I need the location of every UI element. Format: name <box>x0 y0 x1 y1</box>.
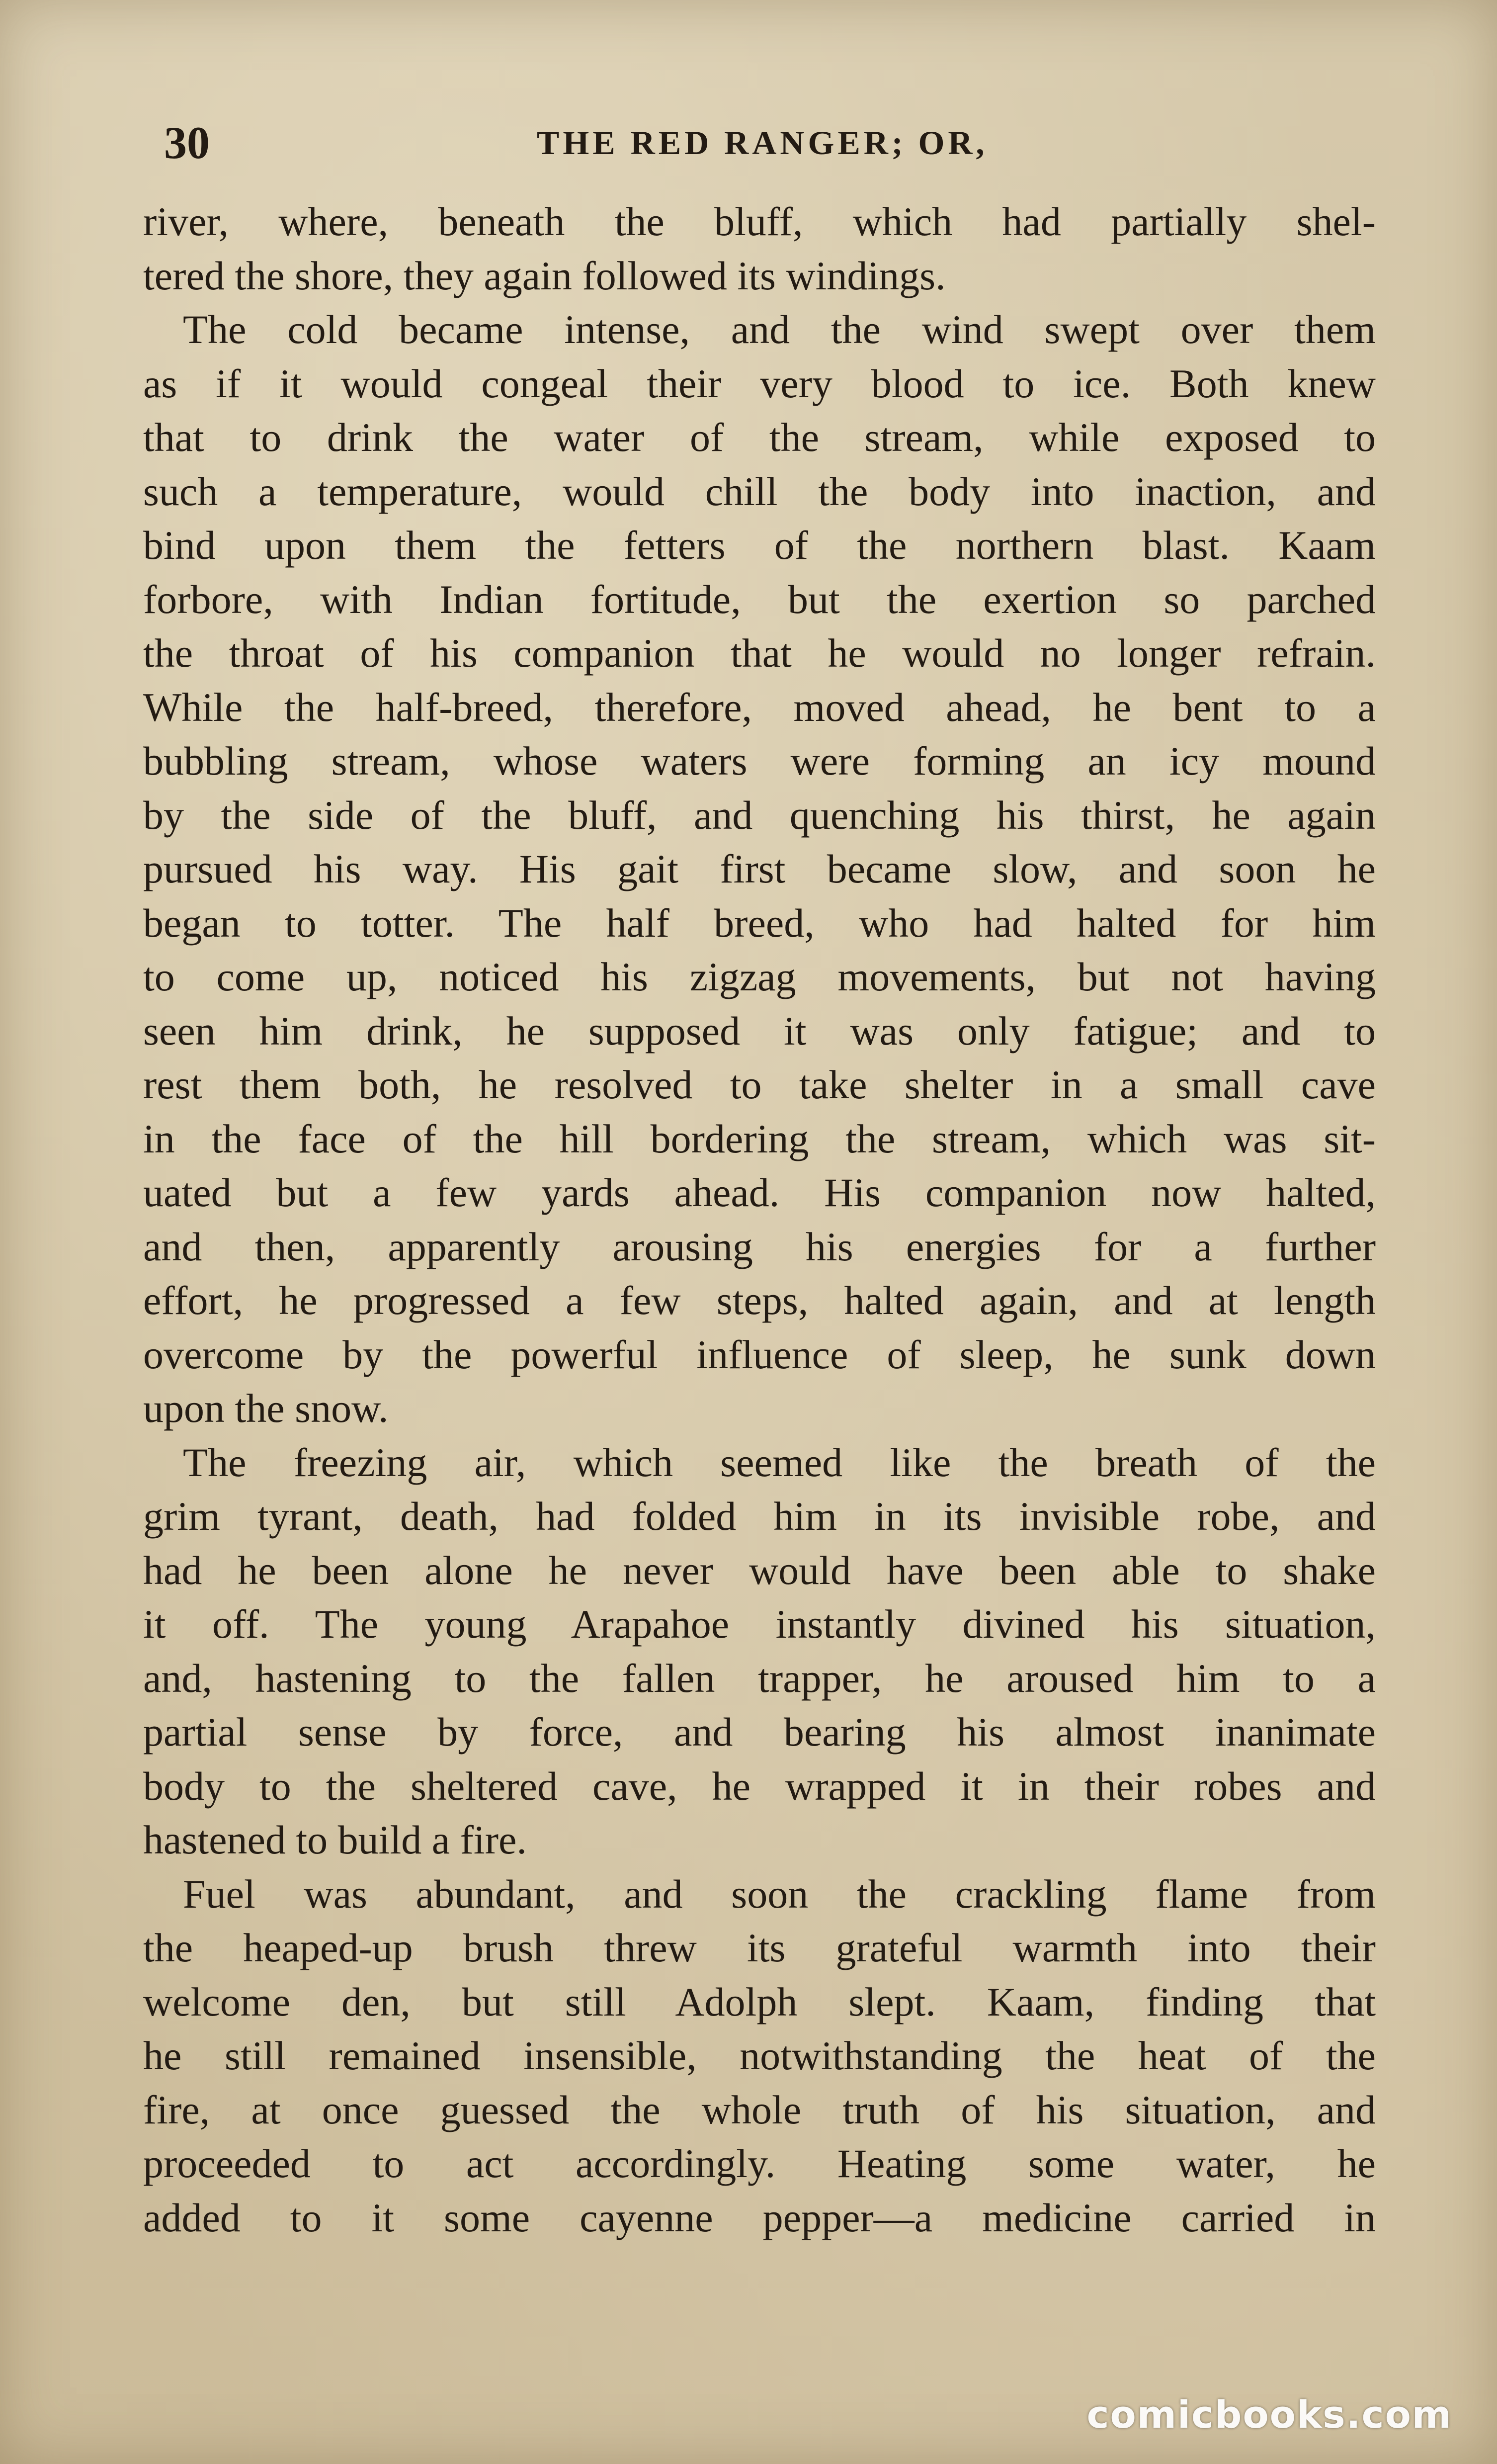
text-line: Fuel was abundant, and soon the crackling flame from <box>183 1871 1376 1917</box>
text-line: rest them both, he resolved to take shelter in a small cave <box>143 1062 1376 1107</box>
text-line: such a temperature, would chill the body into inaction, and <box>143 468 1376 514</box>
text-line: proceeded to act accordingly. Heating some water, he <box>143 2141 1376 2186</box>
body-text <box>143 195 1376 2245</box>
text-line: and, hastening to the fallen trapper, he aroused him to a <box>143 1655 1376 1701</box>
text-line: hastened to build a fire. <box>143 1817 527 1862</box>
page-number: 30 <box>164 117 210 168</box>
text-line: began to totter. The half breed, who had halted for him <box>143 900 1376 946</box>
text-line: that to drink the water of the stream, while exposed to <box>143 415 1376 460</box>
text-line: forbore, with Indian fortitude, but the exertion so parched <box>143 576 1376 622</box>
text-line: as if it would congeal their very blood to ice. Both knew <box>143 360 1376 406</box>
text-line: in the face of the hill bordering the stream, which was sit- <box>143 1116 1376 1161</box>
text-line: bubbling stream, whose waters were forming an icy mound <box>143 738 1376 784</box>
text-line: body to the sheltered cave, he wrapped it in their robes and <box>143 1763 1376 1809</box>
text-line: and then, apparently arousing his energies for a further <box>143 1224 1376 1269</box>
text-line: river, where, beneath the bluff, which had partially shel- <box>143 199 1376 244</box>
text-line: fire, at once guessed the whole truth of his situation, and <box>143 2087 1376 2132</box>
text-line: had he been alone he never would have been able to shake <box>143 1547 1376 1593</box>
text-line: the heaped-up brush threw its grateful warmth into their <box>143 1925 1376 1970</box>
text-line: welcome den, but still Adolph slept. Kaam, finding that <box>143 1979 1376 2024</box>
text-line: grim tyrant, death, had folded him in its invisible robe, and <box>143 1494 1376 1539</box>
text-line: partial sense by force, and bearing his almost inanimate <box>143 1709 1376 1755</box>
running-head: THE RED RANGER; OR, <box>537 124 988 162</box>
page-header <box>164 110 1367 175</box>
text-line: to come up, noticed his zigzag movements, but not having <box>143 954 1376 999</box>
text-line: by the side of the bluff, and quenching his thirst, he again <box>143 792 1376 838</box>
watermark: comicbooks.com <box>1086 2392 1452 2437</box>
text-line: bind upon them the fetters of the northern blast. Kaam <box>143 523 1376 568</box>
text-line: tered the shore, they again followed its windings. <box>143 253 946 298</box>
text-line: pursued his way. His gait first became slow, and soon he <box>143 846 1376 891</box>
text-line: The freezing air, which seemed like the breath of the <box>183 1439 1376 1485</box>
text-line: While the half-breed, therefore, moved ahead, he bent to a <box>143 684 1376 730</box>
text-line: seen him drink, he supposed it was only fatigue; and to <box>143 1008 1376 1054</box>
text-line: it off. The young Arapahoe instantly divined his situation, <box>143 1601 1376 1647</box>
text-line: The cold became intense, and the wind swept over them <box>183 307 1376 352</box>
text-line: the throat of his companion that he would no longer refrain. <box>143 630 1376 676</box>
text-line: effort, he progressed a few steps, halted again, and at length <box>143 1278 1376 1323</box>
text-line: he still remained insensible, notwithstanding the heat of the <box>143 2033 1376 2078</box>
text-line: added to it some cayenne pepper—a medicine carried in <box>143 2195 1376 2240</box>
text-line: upon the snow. <box>143 1386 389 1431</box>
text-line: overcome by the powerful influence of sleep, he sunk down <box>143 1331 1376 1377</box>
text-line: uated but a few yards ahead. His companion now halted, <box>143 1170 1376 1215</box>
